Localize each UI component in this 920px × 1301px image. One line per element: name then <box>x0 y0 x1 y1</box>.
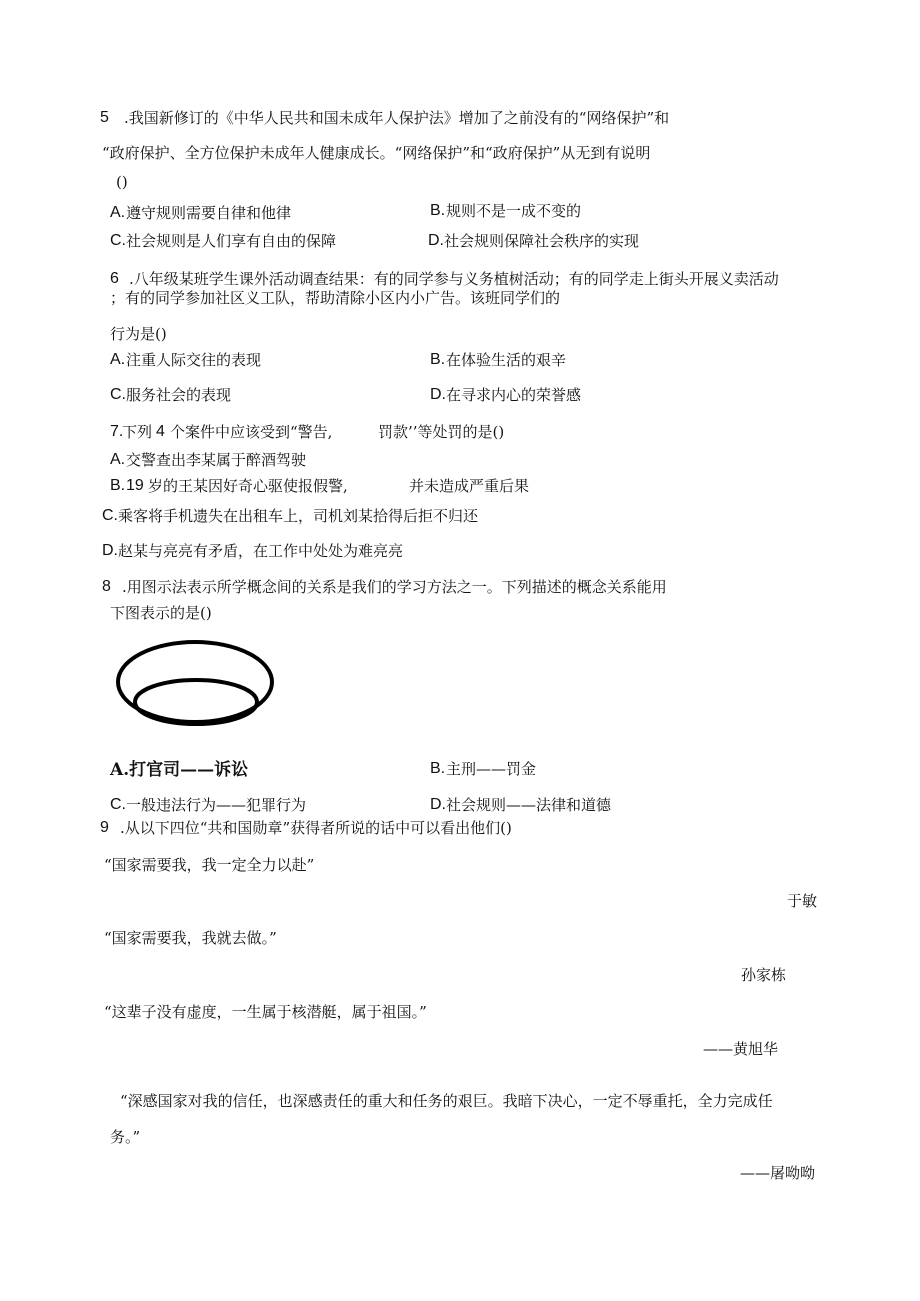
q6-option-a-letter: A. <box>110 351 126 368</box>
q6-option-b-text: 在体验生活的艰辛 <box>446 351 567 369</box>
q9-quote-2: “国家需要我，我就去做。” <box>104 929 277 947</box>
q8-stem-line2: 下图表示的是() <box>110 604 212 622</box>
q6-option-c-letter: C. <box>110 386 126 403</box>
q8-option-b-text: 主刑——罚金 <box>446 760 537 778</box>
q5-option-b-text: 规则不是一成不变的 <box>446 202 582 220</box>
q5-stem-line1: .我国新修订的《中华人民共和国未成年人保护法》增加了之前没有的“网络保护”和 <box>124 109 670 127</box>
nested-ellipses-diagram <box>110 638 280 738</box>
q5-option-d-letter: D. <box>428 232 444 249</box>
q8-number: 8 <box>102 578 111 595</box>
q9-quote-4-line2: 务。” <box>110 1128 141 1146</box>
q9-author-2: 孙家栋 <box>741 966 787 984</box>
q8-option-d-letter: D. <box>430 796 446 813</box>
q6-number: 6 <box>110 270 119 287</box>
q7-option-d-text: 赵某与亮亮有矛盾，在工作中处处为难亮亮 <box>118 542 404 560</box>
q8-option-c-letter: C. <box>110 796 126 813</box>
q5-stem-line2: “政府保护、全方位保护未成年人健康成长。“网络保护”和“政府保护”从无到有说明 <box>102 144 651 162</box>
q6-option-b-letter: B. <box>430 351 446 368</box>
q7-option-a-text: 交警查出李某属于醉酒驾驶 <box>126 451 307 469</box>
q8-option-b-letter: B. <box>430 760 446 777</box>
q9-quote-3: “这辈子没有虚度，一生属于核潜艇，属于祖国。” <box>104 1003 427 1021</box>
q6-option-a-text: 注重人际交往的表现 <box>126 351 262 369</box>
q6-option-c-text: 服务社会的表现 <box>126 386 232 404</box>
q5-number: 5 <box>100 109 109 126</box>
q5-option-b-letter: B. <box>430 202 446 219</box>
q6-stem-line1: .八年级某班学生课外活动调查结果：有的同学参与义务植树活动；有的同学走上街头开展义卖活动 <box>129 270 779 288</box>
q7-option-c-letter: C. <box>102 507 118 524</box>
q7-stem-part1: 下列 <box>122 423 153 441</box>
q8-option-a: A.打官司——诉讼 <box>110 760 249 780</box>
q9-quote-4-line1: “深感国家对我的信任，也深感责任的重大和任务的艰巨。我暗下决心，一定不辱重托，全力完成任 <box>120 1092 773 1110</box>
q7-option-a-letter: A. <box>110 451 126 468</box>
q9-quote-1: “国家需要我，我一定全力以赴” <box>104 856 315 874</box>
q9-author-1: 于敏 <box>787 892 818 910</box>
q9-stem: .从以下四位“共和国勋章”获得者所说的话中可以看出他们() <box>120 819 512 837</box>
q7-option-b-letter: B. <box>110 477 126 494</box>
q5-option-c-letter: C. <box>110 232 126 249</box>
q7-number: 7. <box>110 423 124 440</box>
q7-stem-number: 4 <box>156 423 165 440</box>
q5-option-c-text: 社会规则是人们享有自由的保障 <box>126 232 337 250</box>
q8-stem-line1: .用图示法表示所学概念间的关系是我们的学习方法之一。下列描述的概念关系能用 <box>122 578 667 596</box>
q7-option-b-text-tail: 并未造成严重后果 <box>409 477 530 495</box>
q7-option-d-letter: D. <box>102 542 118 559</box>
inner-ellipse <box>135 680 257 724</box>
q5-option-d-text: 社会规则保障社会秩序的实现 <box>444 232 640 250</box>
q7-stem-part3: 罚款’’等处罚的是() <box>378 423 505 441</box>
q9-author-4: ——屠呦呦 <box>740 1164 816 1182</box>
q6-option-d-text: 在寻求内心的荣誉感 <box>446 386 582 404</box>
q5-option-a-text: 遵守规则需要自律和他律 <box>126 204 292 222</box>
q9-number: 9 <box>100 819 109 836</box>
q9-author-3: ——黄旭华 <box>703 1040 779 1058</box>
q8-option-d-text: 社会规则——法律和道德 <box>446 796 612 814</box>
q5-answer-paren: () <box>116 173 128 191</box>
q7-option-c-text: 乘客将手机遗失在出租车上，司机刘某拾得后拒不归还 <box>118 507 479 525</box>
q8-option-c-text: 一般违法行为——犯罪行为 <box>126 796 307 814</box>
q7-option-b-text: 岁的王某因好奇心驱使报假警, <box>148 477 348 495</box>
q6-option-d-letter: D. <box>430 386 446 403</box>
q6-stem-line3: 行为是() <box>110 325 167 343</box>
q7-stem-part2: 个案件中应该受到“警告, <box>170 423 333 441</box>
q6-stem-line2: ；有的同学参加社区义工队，帮助清除小区内小广告。该班同学们的 <box>110 289 561 307</box>
q5-option-a-letter: A. <box>110 204 126 221</box>
q7-option-b-number: 19 <box>126 477 144 494</box>
